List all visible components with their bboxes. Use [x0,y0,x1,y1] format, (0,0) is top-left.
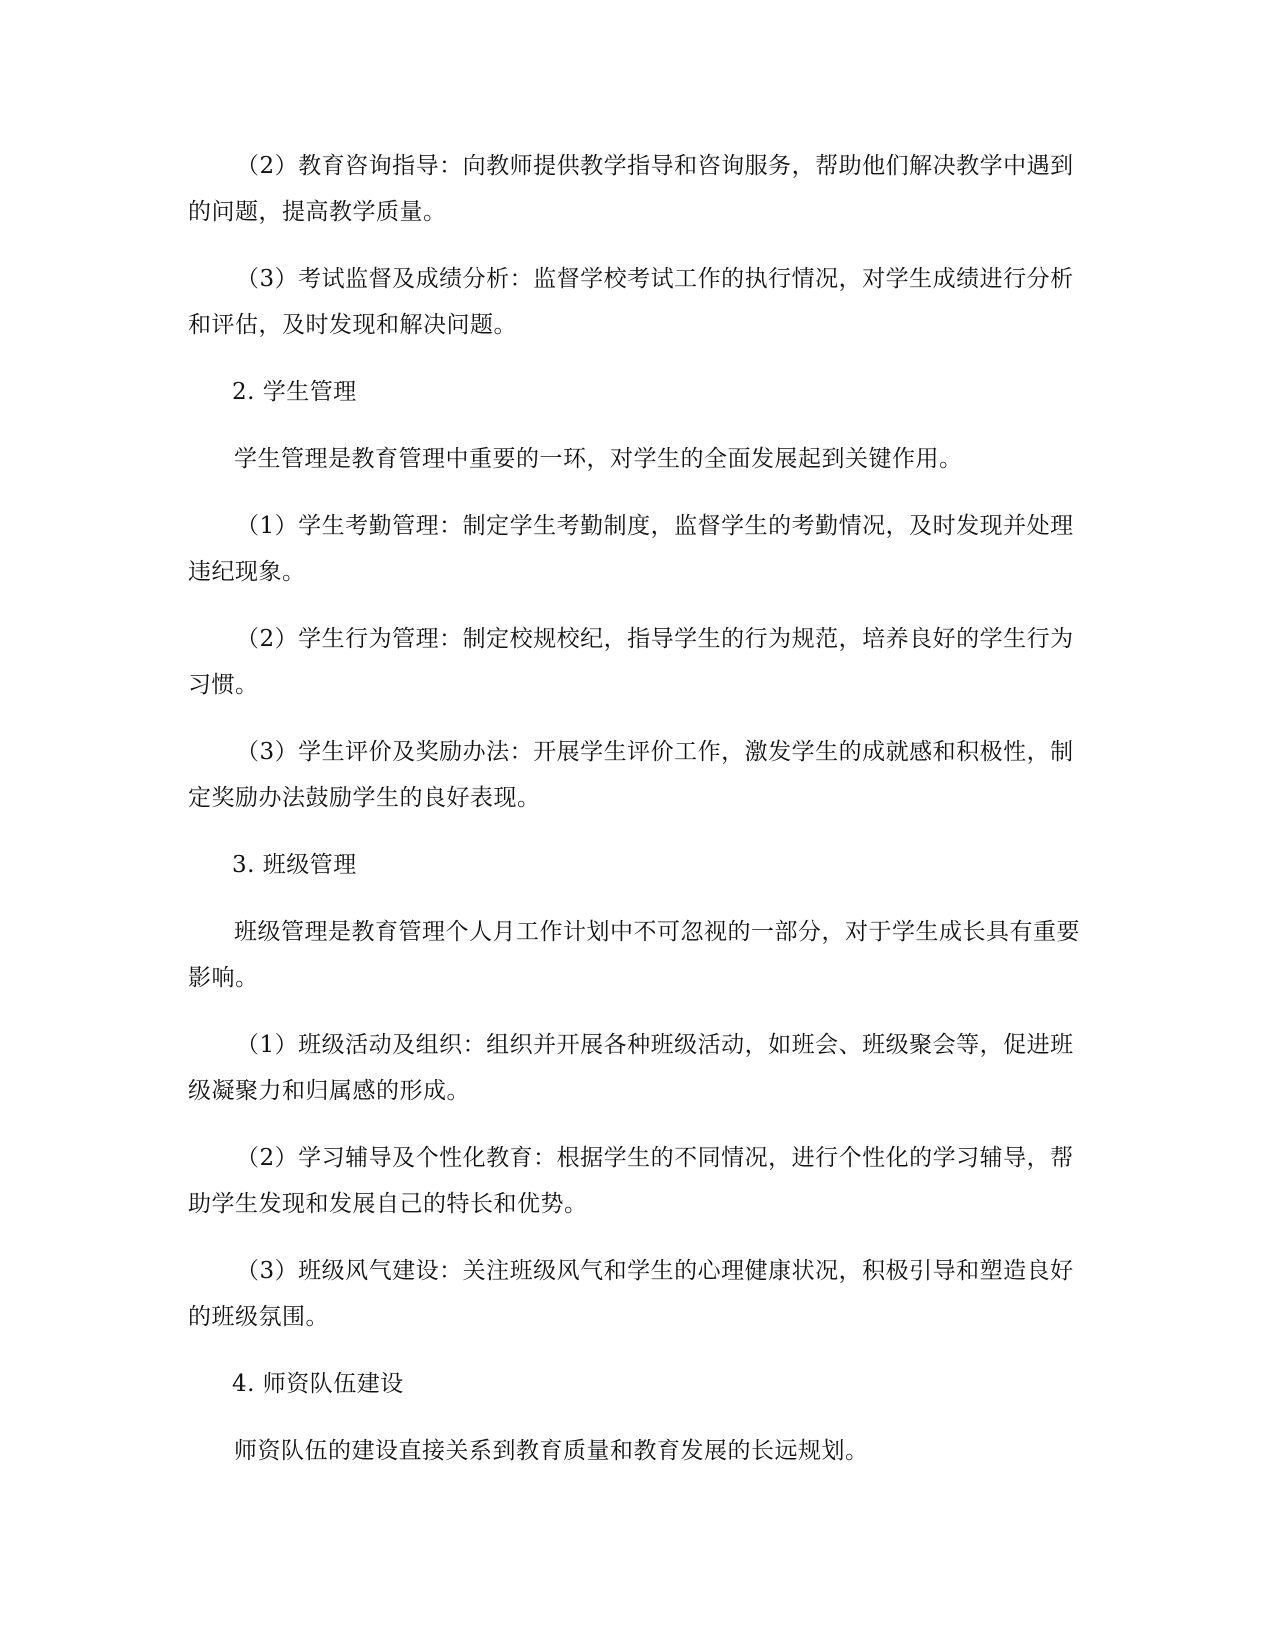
section-heading-student-management: 2. 学生管理 [232,379,357,405]
paragraph-class-activities: （1）班级活动及组织：组织并开展各种班级活动，如班会、班级聚会等，促进班级凝聚力和归属感的形成。 [188,1032,1074,1104]
document-body [188,143,1088,1495]
paragraph-class-atmosphere: （3）班级风气建设：关注班级风气和学生的心理健康状况，积极引导和塑造良好的班级氛围。 [188,1258,1074,1330]
section-heading-class-management: 3. 班级管理 [232,852,357,878]
paragraph-education-consulting: （2）教育咨询指导：向教师提供教学指导和咨询服务，帮助他们解决教学中遇到的问题，提高教学质量。 [188,153,1074,225]
paragraph-evaluation-rewards: （3）学生评价及奖励办法：开展学生评价工作，激发学生的成就感和积极性，制定奖励办法鼓励学生的良好表现。 [188,739,1074,811]
paragraph-behavior-management: （2）学生行为管理：制定校规校纪，指导学生的行为规范，培养良好的学生行为习惯。 [188,626,1074,698]
paragraph-attendance-management: （1）学生考勤管理：制定学生考勤制度，监督学生的考勤情况，及时发现并处理违纪现象。 [188,513,1074,585]
paragraph-exam-supervision: （3）考试监督及成绩分析：监督学校考试工作的执行情况，对学生成绩进行分析和评估，及时发现和解决问题。 [188,266,1074,338]
paragraph-class-management-intro: 班级管理是教育管理个人月工作计划中不可忽视的一部分，对于学生成长具有重要影响。 [188,919,1080,991]
section-heading-teaching-staff: 4. 师资队伍建设 [232,1371,404,1397]
paragraph-tutoring: （2）学习辅导及个性化教育：根据学生的不同情况，进行个性化的学习辅导，帮助学生发现和发展自己的特长和优势。 [188,1145,1074,1217]
paragraph-student-management-intro: 学生管理是教育管理中重要的一环，对学生的全面发展起到关键作用。 [234,446,963,472]
paragraph-teaching-staff-intro: 师资队伍的建设直接关系到教育质量和教育发展的长远规划。 [234,1438,869,1464]
